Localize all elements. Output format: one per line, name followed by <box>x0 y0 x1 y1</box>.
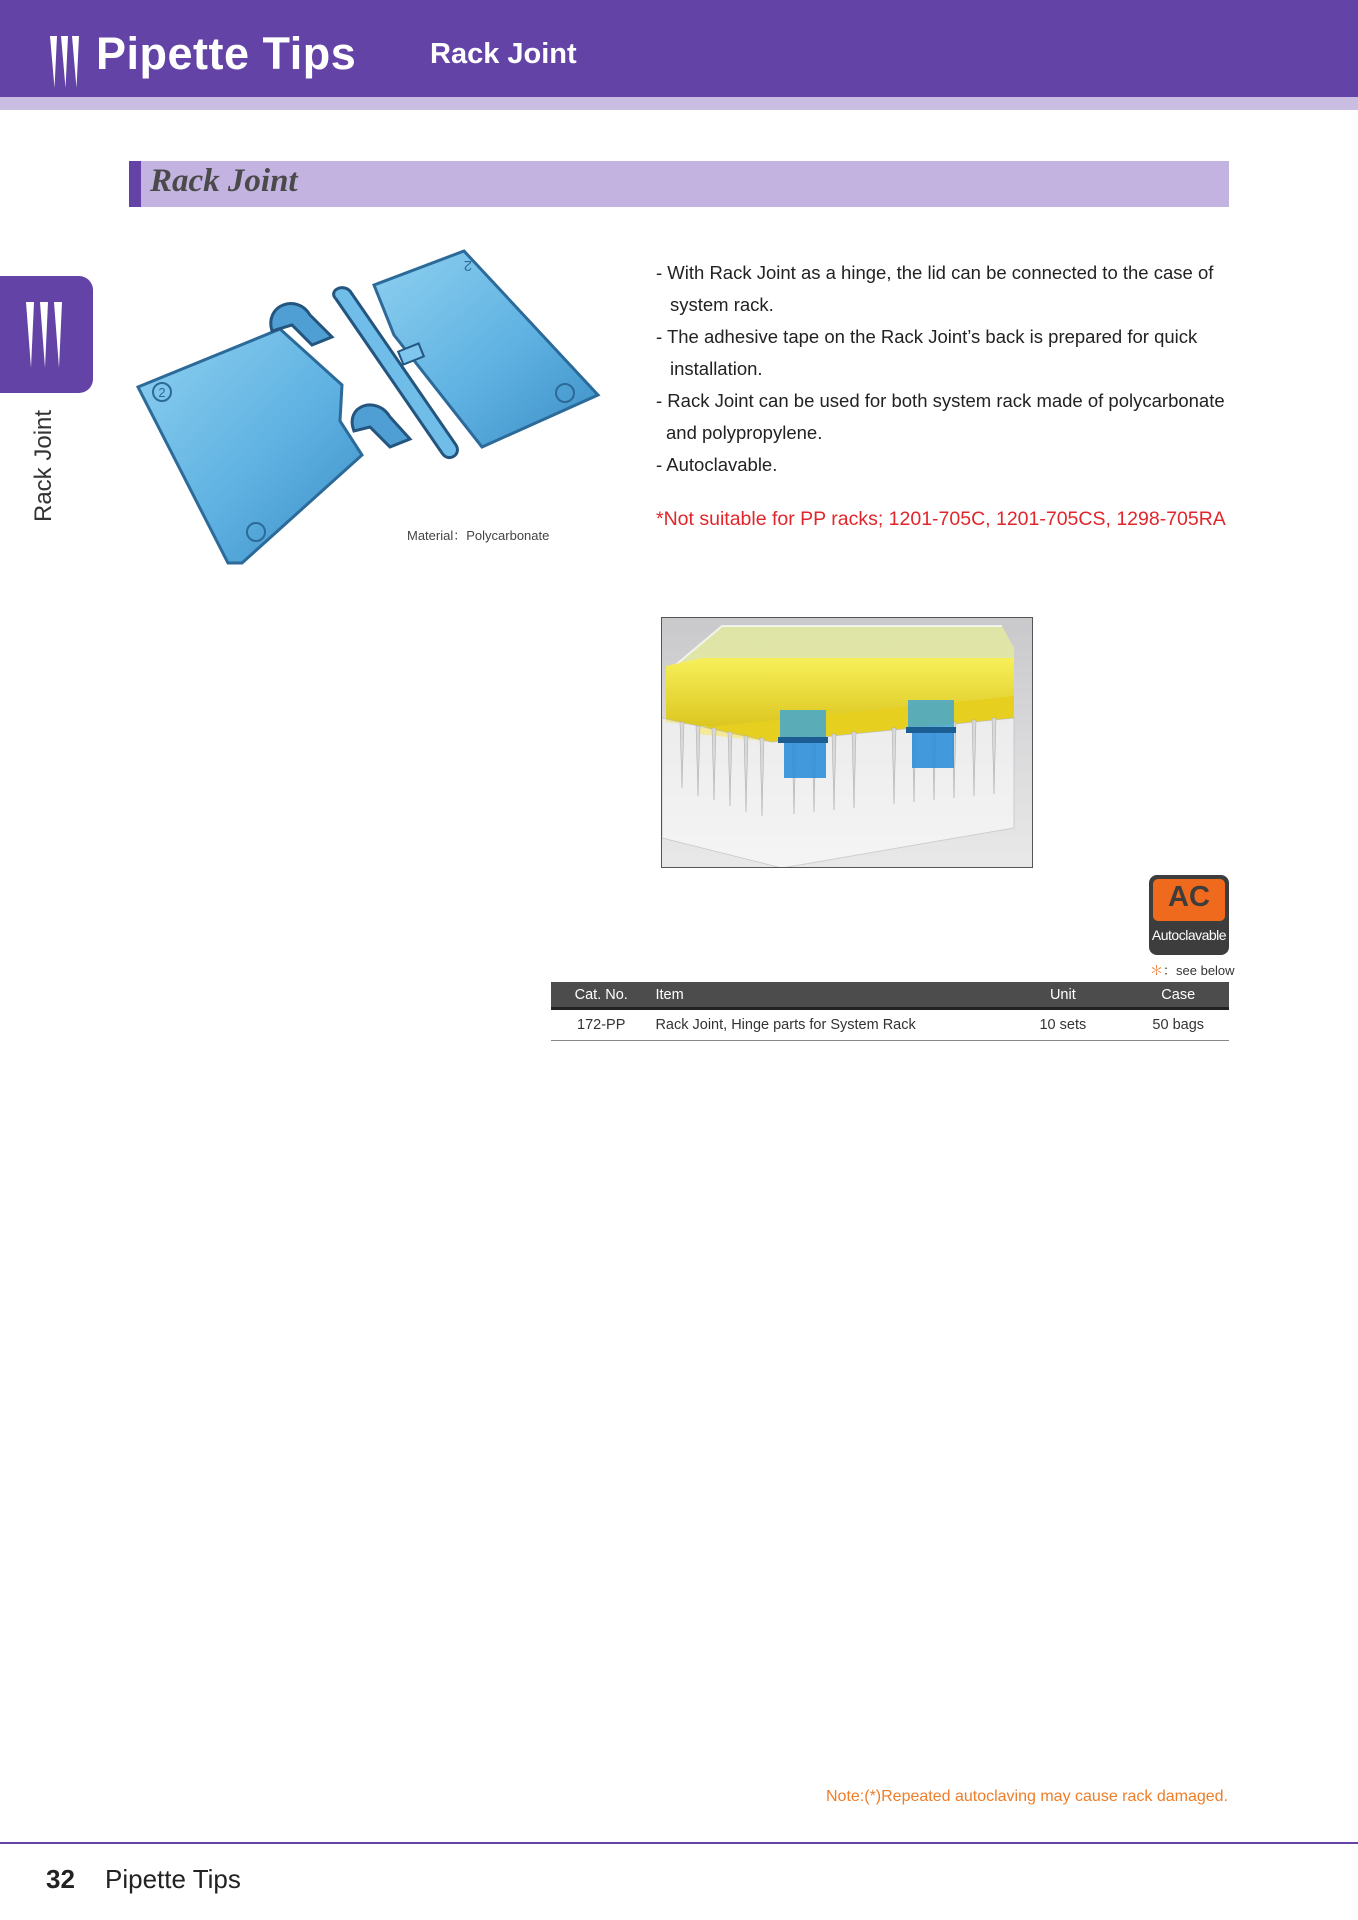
warning-note: *Not suitable for PP racks; 1201-705C, 1201-705CS, 1298-705RA <box>656 508 1226 530</box>
column-header-item: Item <box>651 982 998 1009</box>
badge-note <box>1150 960 1235 979</box>
page-title: Pipette Tips <box>96 28 357 79</box>
feature-line: system rack. <box>670 294 774 315</box>
side-tab-label: Rack Joint <box>30 409 57 522</box>
column-header-cat-no: Cat. No. <box>551 982 651 1009</box>
feature-list <box>656 257 1226 481</box>
asterisk-icon: ＊ <box>1150 963 1164 978</box>
feature-line: installation. <box>670 358 763 379</box>
cell-cat-no: 172-PP <box>551 1009 651 1041</box>
cell-case: 50 bags <box>1127 1009 1229 1041</box>
material-label: Material：Polycarbonate <box>407 528 550 543</box>
rack-joint-illustration <box>132 245 602 565</box>
badge-note-text: ：see below <box>1163 963 1235 978</box>
pipette-tips-icon <box>24 302 64 368</box>
pipette-tips-icon <box>48 36 82 88</box>
feature-line: - The adhesive tape on the Rack Joint’s back is prepared for quick <box>656 326 1198 347</box>
autoclavable-badge <box>1149 875 1229 955</box>
section-heading: Rack Joint <box>150 163 298 199</box>
footer-divider <box>0 1842 1358 1844</box>
autoclave-note: Note:(*)Repeated autoclaving may cause rack damaged. <box>826 1788 1228 1805</box>
footer-title: Pipette Tips <box>105 1864 241 1894</box>
product-photo <box>661 617 1033 868</box>
feature-line: - Rack Joint can be used for both system rack made of polycarbonate <box>656 390 1225 411</box>
feature-line: - Autoclavable. <box>656 454 778 475</box>
badge-label: Autoclavable <box>1151 927 1227 943</box>
feature-line: and polypropylene. <box>666 422 823 443</box>
table-row <box>551 1009 1229 1041</box>
section-title: Rack Joint <box>430 38 577 70</box>
part-number-label: 2 <box>158 385 166 400</box>
page-number: 32 <box>46 1864 75 1894</box>
table-header-row <box>551 982 1229 1009</box>
cell-item: Rack Joint, Hinge parts for System Rack <box>651 1009 998 1041</box>
header-accent-strip <box>0 97 1358 110</box>
column-header-case: Case <box>1127 982 1229 1009</box>
feature-line: - With Rack Joint as a hinge, the lid can be connected to the case of <box>656 262 1214 283</box>
part-number-label: 2 <box>463 257 473 274</box>
product-table <box>551 982 1229 1041</box>
cell-unit: 10 sets <box>998 1009 1127 1041</box>
badge-code: AC <box>1168 881 1210 913</box>
column-header-unit: Unit <box>998 982 1127 1009</box>
